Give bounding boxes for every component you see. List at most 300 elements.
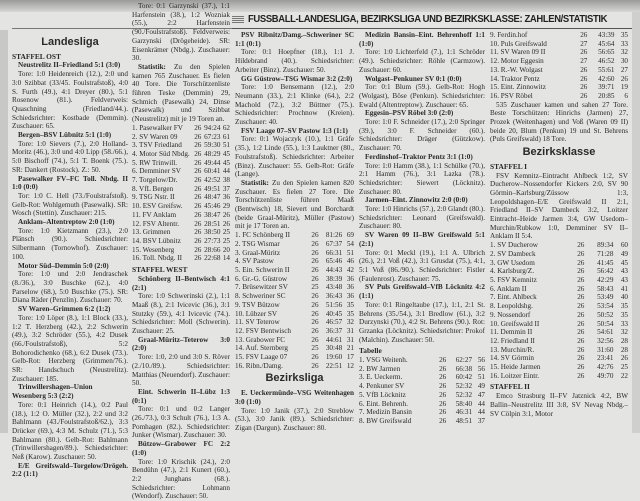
standings-table bbox=[235, 231, 354, 370]
match-heading: Pasewalker FV–FC Toll. Nbdg. II 1:0 (0:0) bbox=[12, 174, 128, 192]
statistik-label: Statistik: bbox=[241, 178, 269, 187]
paragraph bbox=[132, 63, 230, 124]
goals-cell: 81:26 bbox=[325, 231, 343, 240]
goals-cell: 43:39 bbox=[598, 31, 615, 39]
standings-table bbox=[132, 124, 230, 263]
paragraph: Tore: 0:1 Ringeltaube (17.), 1:1, 2:1 St. Behrens (35./54.), 3:1 Bredlow (61.), 3:2 Durzynski (70.), 4:2 St. Behrens (90.). Rot: Grzanka (Löcknitz). Schiedsrichter: Prokof (Malchin). Zuschauer: 50. bbox=[359, 300, 485, 344]
games-cell: 26 bbox=[311, 318, 319, 327]
points-cell: 35 bbox=[346, 300, 354, 309]
page-top-shadow bbox=[0, 0, 640, 12]
games-cell: 26 bbox=[580, 65, 588, 74]
points-cell: 35 bbox=[346, 309, 354, 318]
table-row bbox=[132, 185, 230, 194]
goals-cell: 65:46 bbox=[325, 257, 343, 266]
goals-cell: 46:52 bbox=[598, 57, 615, 66]
match-heading: Ferdinshof–Traktor Pentz 3:1 (1:0) bbox=[365, 152, 473, 161]
paragraph: Tore: 1:0 F. Schneider (17.), 2:0 Springer (39.), 3:0 F. Schneider (60.). Schiedsrichter: Dräger (Gützkow). Zuschauer: 70. bbox=[359, 118, 485, 153]
goals-cell: 28:66 bbox=[204, 245, 221, 254]
paragraph: Tore: 1:0 Sievers (7.), 2:0 Holland-Moritz (46.), 3:0 und 4:0 Lipp (58./66.), 5:0 Bischoff (74.), 5:1 T. Boenk (75.). SR: Dankert (Rostock). Z.: 50. bbox=[12, 139, 128, 174]
goals-cell: 22:51 bbox=[325, 361, 343, 370]
games-cell: 26 bbox=[311, 248, 319, 257]
match-heading: GG Güstrow–TSG Wismar 3:2 (2:0) bbox=[241, 74, 353, 83]
games-cell: 26 bbox=[194, 202, 202, 211]
points-cell: 31 bbox=[346, 335, 354, 344]
paragraph: Tore: 1:0 Hamm (38.), 1:1 Schülke (70.), 2:1 Hamm (76.), 3:1 Lazka (78.). Schiedsrichter: Siewert (Löcknitz). Zuschauer: 80. bbox=[359, 161, 485, 196]
team-cell: 11. FV Anklam bbox=[132, 210, 177, 219]
paragraph: Tor: 0:1 Blum (59.). Gelb-Rot: Hogh (Wolgast), Böse (Penkun). Schiedsrichter: Ewald (Altentreptow). Zuschauer: 65. bbox=[359, 83, 485, 109]
subheading: Tabelle bbox=[359, 346, 382, 356]
goals-cell: 40:45 bbox=[325, 309, 343, 318]
games-cell: 26 bbox=[194, 228, 202, 237]
goals-cell: 67:23 bbox=[204, 132, 221, 141]
team-cell: 9. TSV Bützow bbox=[235, 300, 280, 309]
team-cell: 8. VfL Bergen bbox=[132, 184, 174, 193]
team-cell: 16. Toll. Nbdg. II bbox=[132, 254, 183, 263]
table-row bbox=[235, 344, 354, 353]
goals-cell: 53:49 bbox=[597, 293, 614, 302]
games-cell: 26 bbox=[580, 31, 588, 39]
games-cell: 26 bbox=[311, 300, 319, 309]
table-row bbox=[235, 240, 354, 249]
team-cell: 8. BW Greifswald bbox=[359, 416, 412, 425]
table-row bbox=[359, 365, 485, 374]
games-cell: 26 bbox=[439, 382, 447, 391]
points-cell: 49 bbox=[477, 382, 485, 391]
games-cell: 26 bbox=[194, 236, 202, 245]
team-cell: 6. Eint. Behrenh. bbox=[359, 399, 408, 408]
team-cell: 11. SV Waren 09 II bbox=[490, 48, 546, 57]
games-cell: 26 bbox=[439, 408, 447, 417]
team-cell: 4. Penkuner SV bbox=[359, 382, 405, 391]
team-cell: 1. Pasewalker FV bbox=[132, 123, 183, 132]
games-cell: 26 bbox=[311, 309, 319, 318]
paragraph: Tore: 0:1 Hoepfner (18.), 1:1 J. Hildebrand (40.). Schiedsrichter: Arbeiter (Binz). Zuschauer: 50. bbox=[235, 48, 354, 74]
points-cell: 22 bbox=[620, 371, 628, 380]
team-cell: 6. Anklam II bbox=[490, 284, 527, 293]
column-3 bbox=[235, 31, 354, 433]
team-cell: 11. Demmin II bbox=[490, 328, 533, 337]
paragraph: Tore: 1:0 Heidenreich (12.), 2:0 und 3:0 Szibbat (33/45. Foulstrafstoß), 4:0 S. Furth (49.), 4:1 Dreyer (80.), 5:1 Rosenow (81.). Feldverweis: Quaschning (Friedland/44.). Schiedsrichter: Kostbade (Demmin). Zuschauer: 65. bbox=[12, 70, 128, 131]
team-cell: 9. Ferdin.hof bbox=[490, 31, 528, 39]
points-cell: 51 bbox=[346, 248, 354, 257]
points-cell: 49 bbox=[620, 249, 628, 258]
points-cell: 45 bbox=[222, 158, 230, 167]
games-cell: 26 bbox=[194, 132, 202, 141]
goals-cell: 49:44 bbox=[204, 158, 221, 167]
paragraph: Tore: 0:1 Heinrich (14.), 0:2 Paul (18.), 1:2 O. Müller (32.), 2:2 und 3:2 Bahlmann (43./Foulstrafstoß/62.), 3:3 Drücker (69.), 4:3 M. Schulz (71.), 5:3 Bahlmann (80.). Gelb-Rot: Bahlmann (Trinwillershagen/89.). Schiedsrichter: Neß (Karow). Zuschauer: 50. bbox=[12, 400, 128, 462]
points-cell: 37 bbox=[477, 416, 485, 425]
standings-table bbox=[490, 31, 628, 101]
points-cell: 12 bbox=[346, 361, 354, 370]
match-heading: Anklam–Altentreptow 2:0 (1:0) bbox=[18, 218, 115, 227]
match-heading: Eggesin–PSV Röbel 3:0 (2:0) bbox=[365, 109, 454, 118]
table-row bbox=[235, 362, 354, 371]
team-cell: 10. Greifswald II bbox=[490, 319, 540, 328]
table-row bbox=[359, 417, 485, 426]
points-cell: 44 bbox=[477, 408, 485, 417]
section-header bbox=[232, 12, 632, 29]
goals-cell: 50:54 bbox=[597, 319, 614, 328]
games-cell: 26 bbox=[194, 158, 202, 167]
goals-cell: 55:61 bbox=[598, 65, 615, 74]
goals-cell: 27:73 bbox=[204, 236, 221, 245]
games-cell: 26 bbox=[439, 390, 447, 399]
goals-cell: 71:28 bbox=[597, 249, 614, 258]
goals-cell: 49:51 bbox=[204, 184, 221, 193]
goals-cell: 36:37 bbox=[325, 326, 343, 335]
points-cell: 40 bbox=[620, 293, 628, 302]
table-row bbox=[132, 202, 230, 211]
subheading: STAFFEL I bbox=[490, 161, 528, 171]
points-cell: 43 bbox=[620, 267, 628, 276]
games-cell: 26 bbox=[577, 241, 585, 250]
table-row bbox=[235, 257, 354, 266]
points-cell: 33 bbox=[620, 39, 628, 48]
match-heading: Bergen–BSV Lübnitz 5:1 (1:0) bbox=[18, 131, 112, 140]
table-row bbox=[235, 249, 354, 258]
points-cell: 36 bbox=[346, 283, 354, 292]
goals-cell: 43:48 bbox=[325, 283, 343, 292]
subheading: STAFFEL II bbox=[490, 382, 530, 392]
column-1 bbox=[12, 34, 128, 479]
points-cell: 38 bbox=[222, 176, 230, 185]
team-cell: 11. SV Teterow bbox=[235, 318, 280, 327]
table-row bbox=[132, 211, 230, 220]
goals-cell: 67:37 bbox=[325, 239, 343, 248]
team-cell: 3. GW Usedom bbox=[490, 258, 535, 267]
table-row bbox=[490, 66, 628, 75]
table-row bbox=[490, 328, 628, 337]
points-cell: 35 bbox=[620, 310, 628, 319]
table-row bbox=[132, 220, 230, 229]
section-heading: Landesliga bbox=[41, 36, 99, 48]
team-cell: 10. Puls Greifswald bbox=[490, 39, 547, 48]
table-row bbox=[490, 31, 628, 40]
goals-cell: 52:32 bbox=[455, 390, 473, 399]
table-row bbox=[235, 310, 354, 319]
games-cell: 26 bbox=[311, 335, 319, 344]
table-row bbox=[490, 40, 628, 49]
points-cell: 44 bbox=[477, 399, 485, 408]
table-row bbox=[490, 241, 628, 250]
games-cell: 26 bbox=[311, 257, 319, 266]
team-cell: 1. VSG Weitenh. bbox=[359, 356, 408, 365]
goals-cell: 49:70 bbox=[597, 371, 614, 380]
team-cell: 7. Brüsewitzer SV bbox=[235, 283, 288, 292]
games-cell: 26 bbox=[194, 210, 202, 219]
goals-cell: 62:27 bbox=[455, 356, 473, 365]
table-row bbox=[235, 231, 354, 240]
points-cell: 62 bbox=[222, 123, 230, 132]
team-cell: 9. TSG Nstr. II bbox=[132, 193, 175, 202]
points-cell: 25 bbox=[222, 228, 230, 237]
table-row bbox=[132, 254, 230, 263]
goals-cell: 45:46 bbox=[204, 202, 221, 211]
team-cell: 10. ESV Greifsw. bbox=[132, 202, 183, 211]
team-cell: 12. Friedland II bbox=[490, 336, 535, 345]
points-cell: 47 bbox=[477, 390, 485, 399]
table-row bbox=[359, 373, 485, 382]
table-row bbox=[132, 159, 230, 168]
team-cell: 3. TSV Friedland bbox=[132, 141, 182, 150]
points-cell: 26 bbox=[620, 74, 628, 83]
team-cell: 13. Grabower FC bbox=[235, 335, 286, 344]
games-cell: 26 bbox=[439, 356, 447, 365]
team-cell: 7. Torgelow/Dr. bbox=[132, 176, 178, 185]
games-cell: 26 bbox=[577, 354, 585, 363]
games-cell: 26 bbox=[439, 364, 447, 373]
column-2 bbox=[132, 2, 230, 501]
table-row bbox=[490, 57, 628, 66]
statistik-text: Zu den Spielen kamen 765 Zuschauer. Es fielen 40 Tore. Die Torschützenliste führen Teske (Demmin) 29, Schmich (Pasewalk) 24, Dinse (Pasewalk) und Szibbat (Neustrelitz) mit je 19 Toren an. bbox=[132, 62, 230, 124]
paragraph: FSV Kemnitz–Eintracht Ahlbeck 1:2, SV Ducherow–Nossendorfer Kickers 2:0, SV 90 Görmin–Karlsburg/Züssow 1:3, Leopoldshagen–E/E Greifswald II 2:1, Friedland II–SV Dambeck 3:2, Loitzer Eintracht–Heide Jarmen 3:4, GW Usedom–Murchin/Rubkow 1:0, Demminer SV II–Anklam II 5:4. bbox=[490, 171, 628, 241]
goals-cell: 56:42 bbox=[597, 267, 614, 276]
goals-cell: 20:85 bbox=[598, 91, 615, 100]
goals-cell: 48:51 bbox=[455, 416, 473, 425]
team-cell: 15. Wesenberg bbox=[132, 245, 175, 254]
table-row bbox=[490, 363, 628, 372]
points-cell: 35 bbox=[620, 302, 628, 311]
goals-cell: 22:68 bbox=[204, 254, 221, 263]
points-cell: 28 bbox=[620, 336, 628, 345]
games-cell: 26 bbox=[577, 293, 585, 302]
goals-cell: 54:61 bbox=[597, 328, 614, 337]
match-heading: E. Ueckermünde–VSG Weitenhagen 3:0 (1:0) bbox=[235, 389, 354, 406]
header-bars-decoration bbox=[232, 16, 244, 24]
paragraph: Tore: 1:0, 2:0 und 3:0 S. Röver (2./10./89.). Schiedsrichter: Matthias (Neuendorf). Zuschauer: 50. bbox=[132, 353, 230, 388]
team-cell: 15. FSV Laage 07 bbox=[235, 353, 288, 362]
goals-cell: 38:39 bbox=[325, 274, 343, 283]
goals-cell: 48:47 bbox=[204, 193, 221, 202]
points-cell: 36 bbox=[346, 274, 354, 283]
match-heading: FSV Laage 07–SV Pastow 1:3 (1:1) bbox=[241, 126, 348, 135]
games-cell: 26 bbox=[577, 258, 585, 267]
games-cell: 26 bbox=[580, 74, 588, 83]
points-cell: 32 bbox=[620, 328, 628, 337]
team-cell: 4. Motor Süd Nbdg. bbox=[132, 149, 190, 158]
table-row bbox=[235, 266, 354, 275]
paragraph: Tore: 0:1 Wojaczyk (10.), 1:1 Gräfe (35.), 1:2 Linde (55.), 1:3 Lauktner (80., Foulstrafstoß). Schiedsrichter: Arbeiter (Binz). Zuschauer: 55. Gelb-Rot: Gräfe (Lange). bbox=[235, 135, 354, 179]
goals-cell: 45:64 bbox=[598, 39, 615, 48]
table-row bbox=[359, 391, 485, 400]
match-heading: Graal-Müritz–Teterow 3:0 (2:0) bbox=[132, 335, 230, 353]
goals-cell: 46:57 bbox=[325, 318, 343, 327]
points-cell: 54 bbox=[346, 239, 354, 248]
team-cell: 16. PSV Röbel bbox=[490, 91, 533, 100]
table-row bbox=[235, 275, 354, 284]
table-row bbox=[490, 276, 628, 285]
team-cell: 5. RW Trinwill. bbox=[132, 158, 178, 167]
goals-cell: 52:32 bbox=[455, 382, 473, 391]
goals-cell: 48:29 bbox=[204, 149, 221, 158]
games-cell: 26 bbox=[577, 345, 585, 354]
points-cell: 36 bbox=[346, 292, 354, 301]
match-heading: SV Puls Greifswald–VfB Löcknitz 4:2 (1:1) bbox=[359, 283, 485, 301]
match-heading: Trinwillershagen–Union Wesenberg 5:3 (2:2) bbox=[12, 383, 93, 401]
table-row bbox=[490, 75, 628, 84]
points-cell: 33 bbox=[620, 319, 628, 328]
column-4 bbox=[359, 31, 485, 426]
games-cell: 26 bbox=[439, 373, 447, 382]
goals-cell: 50:52 bbox=[597, 310, 614, 319]
table-row bbox=[490, 92, 628, 101]
table-row bbox=[490, 250, 628, 259]
goals-cell: 56:65 bbox=[598, 48, 615, 57]
team-cell: 6. Demminer SV bbox=[132, 167, 181, 176]
left-margin bbox=[0, 30, 8, 433]
table-row bbox=[490, 346, 628, 355]
team-cell: 2. TSG Wismar bbox=[235, 239, 280, 248]
section-heading: Bezirksliga bbox=[265, 372, 324, 385]
points-cell: 26 bbox=[222, 210, 230, 219]
goals-cell: 23:41 bbox=[597, 354, 614, 363]
team-cell: 5. FSV Kemnitz bbox=[490, 275, 537, 284]
goals-cell: 66:38 bbox=[455, 364, 473, 373]
team-cell: 5. Ein. Schwerin II bbox=[235, 265, 290, 274]
games-cell: 26 bbox=[580, 83, 588, 92]
goals-cell: 38:47 bbox=[204, 210, 221, 219]
table-row bbox=[132, 228, 230, 237]
goals-cell: 46:31 bbox=[455, 408, 473, 417]
match-heading: Schönberg II–Bentwisch 4:1 (2:1) bbox=[132, 274, 230, 292]
team-cell: 13. Murchin/R. bbox=[490, 345, 535, 354]
points-cell: 56 bbox=[477, 356, 485, 365]
points-cell: 25 bbox=[620, 363, 628, 372]
team-cell: 14. BSV Lübnitz bbox=[132, 236, 181, 245]
goals-cell: 53:54 bbox=[597, 302, 614, 311]
games-cell: 26 bbox=[439, 399, 447, 408]
table-row bbox=[132, 237, 230, 246]
paragraph: Tore: 1:0 Krischik (24.), 2:0 Bendühn (47.), 2:1 Kunert (60.), 2:2 Junghans (68.). Schiedsrichter: Lohmann (Wendorf). Zuschauer: 50. bbox=[132, 457, 230, 501]
goals-cell: 41:45 bbox=[597, 258, 614, 267]
table-row bbox=[490, 354, 628, 363]
games-cell: 26 bbox=[194, 176, 202, 185]
standings-table bbox=[490, 241, 628, 380]
goals-cell: 58:43 bbox=[597, 284, 614, 293]
match-heading: Jarmen–Eint. Zinnowitz 2:0 (0:0) bbox=[365, 196, 468, 205]
games-cell: 26 bbox=[194, 167, 202, 176]
goals-cell: 42:52 bbox=[204, 176, 221, 185]
table-row bbox=[359, 356, 485, 365]
table-row bbox=[132, 141, 230, 150]
table-row bbox=[132, 133, 230, 142]
goals-cell: 44:61 bbox=[325, 335, 343, 344]
table-row bbox=[235, 301, 354, 310]
points-cell: 19 bbox=[620, 83, 628, 92]
table-row bbox=[235, 292, 354, 301]
points-cell: 36 bbox=[222, 193, 230, 202]
points-cell: 37 bbox=[222, 184, 230, 193]
goals-cell: 42:60 bbox=[598, 74, 615, 83]
points-cell: 69 bbox=[346, 231, 354, 240]
goals-cell: 51:56 bbox=[325, 300, 343, 309]
team-cell: 14. Traktor Pentz bbox=[490, 74, 540, 83]
team-cell: 7. Eint. Ahlbeck bbox=[490, 293, 537, 302]
goals-cell: 42:76 bbox=[597, 363, 614, 372]
paragraph: Tore: 1:0 Hinrichs (57.), 2:0 Glandt (80.). Schiedsrichter: Leonard (Greifswald). Zuschauer: 80. bbox=[359, 205, 485, 231]
section-heading: Bezirksklasse bbox=[522, 146, 596, 159]
games-cell: 26 bbox=[577, 267, 585, 276]
match-heading: Medizin Bansin–Eint. Behrenhoff 1:1 (1:0) bbox=[359, 31, 485, 48]
games-cell: 26 bbox=[577, 319, 585, 328]
team-cell: 8. Leopoldshg. bbox=[490, 302, 533, 311]
match-heading: Bützow–Grabower FC 2:2 (1:0) bbox=[132, 440, 230, 457]
team-cell: 4. SV Pastow bbox=[235, 257, 274, 266]
games-cell: 26 bbox=[311, 274, 319, 283]
points-cell: 25 bbox=[222, 236, 230, 245]
points-cell: 42 bbox=[346, 265, 354, 274]
match-heading: E/E Greifswald–Torgelow/Drögeh. 2:2 (1:1) bbox=[12, 461, 128, 479]
points-cell: 27 bbox=[620, 65, 628, 74]
table-row bbox=[490, 267, 628, 276]
games-cell: 26 bbox=[194, 149, 202, 158]
points-cell: 35 bbox=[620, 31, 628, 39]
games-cell: 26 bbox=[194, 123, 202, 132]
goals-cell: 94:24 bbox=[204, 123, 221, 132]
games-cell: 26 bbox=[577, 328, 585, 337]
team-cell: 14. SV Görmin bbox=[490, 354, 534, 363]
paragraph: Tore: 1:0 Lichterfeld (7.), 1:1 Schröder (49.). Schiedsrichter: Röhle (Carmzow). Zuschauer: 60. bbox=[359, 48, 485, 74]
team-cell: 3. Graal-Müritz bbox=[235, 248, 281, 257]
goals-cell: 60:42 bbox=[455, 373, 473, 382]
team-cell: 2. SV Waren 09 bbox=[132, 132, 178, 141]
goals-cell: 19:60 bbox=[325, 353, 343, 362]
paragraph: Tore: 1:0 Bensemann (12.), 2:0 Neumann (33.), 2:1 Klinke (64.), 2:2 Machold (72.), 3:2 Büttner (75.). Schiedsrichter: Prochnow (Kreien). Zuschauer: 40. bbox=[235, 83, 354, 127]
games-cell: 26 bbox=[439, 416, 447, 425]
goals-cell: 58:40 bbox=[455, 399, 473, 408]
team-cell: 1. SV Ducherow bbox=[490, 241, 538, 250]
goals-cell: 36:43 bbox=[325, 292, 343, 301]
goals-cell: 39:71 bbox=[598, 83, 615, 92]
points-cell: 32 bbox=[620, 48, 628, 57]
match-heading: Motor Süd–Demmin 5:0 (2:0) bbox=[18, 261, 109, 270]
games-cell: 26 bbox=[194, 184, 202, 193]
team-cell: 2. SV Dambeck bbox=[490, 249, 536, 258]
table-row bbox=[132, 124, 230, 133]
next-page-edge bbox=[632, 12, 640, 433]
match-heading: SV Waren 09 II–BW Greifswald 5:1 (2:1) bbox=[359, 231, 485, 248]
table-row bbox=[359, 400, 485, 409]
games-cell: 26 bbox=[580, 91, 588, 100]
team-cell: 12. Motor Eggesin bbox=[490, 57, 544, 66]
team-cell: 3. E. Ueckerm. bbox=[359, 373, 403, 382]
statistik-label: Statistik: bbox=[138, 62, 166, 71]
table-row bbox=[490, 337, 628, 346]
goals-cell: 32:56 bbox=[597, 336, 614, 345]
games-cell: 26 bbox=[194, 141, 202, 150]
match-heading: PSV Ribnitz/Damg.–Schweriner SC 1:1 (0:1) bbox=[235, 31, 354, 48]
team-cell: 13. Grimmen bbox=[132, 228, 171, 237]
table-row bbox=[490, 311, 628, 320]
team-cell: 7. Medizin Bansin bbox=[359, 408, 412, 417]
games-cell: 26 bbox=[311, 353, 319, 362]
paragraph: Tore: 1:0 Löper (8.), 1:1 Block (33.), 1:2 T. Herzberg (42.), 2:2 Schwerin (49.), 3:2 Schröder (55.), 4:2 Dusek (66./Foulstrafstoß), 5:2 Bohorodichenko (68.), 6:2 Dusek (73.). Gelb-Rot: Herzberg (Grimmen/76.). SR: Handschuch (Neustrelitz). Zuschauer: 185. bbox=[12, 313, 128, 383]
goals-cell: 59:30 bbox=[204, 141, 221, 150]
goals-cell: 44:43 bbox=[325, 265, 343, 274]
paragraph: Tore: 1:0 Janik (37.), 2:0 Streblow (53.), 3:0 Janik (89.). Schiedsrichter: Zigan (Dargun). Zuschauer: 80. bbox=[235, 406, 354, 432]
table-row bbox=[235, 318, 354, 327]
goals-cell: 28:51 bbox=[204, 219, 221, 228]
paragraph: Tore: 1:0 Schwerinski (2.), 1:1 Maaß (8.), 2:1 Ivicevic (36.), 3:1 Stutzky (59.), 4:1 Ivicevic (74.). Schiedsrichter: Moll (Schwerin). Zuschauer: 25. bbox=[132, 292, 230, 336]
team-cell: 6. Gr.-G. Güstrow bbox=[235, 274, 288, 283]
team-cell: 4. Karlsburg/Z. bbox=[490, 267, 534, 276]
points-cell: 60 bbox=[620, 241, 628, 250]
goals-cell: 30:48 bbox=[325, 344, 343, 353]
table-row bbox=[235, 327, 354, 336]
paragraph: Tore: 0:1 und 0:2 Langer (26./73.), 0:3 Schult (76.), 1:3 A. Pomhagen (82.). Schiedsrichter: Junker (Wismar). Zuschauer: 30. bbox=[132, 405, 230, 440]
paragraph: Tore: 0:1 Garzynski (37.), 1:1 Harfenstein (38.), 1:2 Wozniak (55.), 2:2 Harfenstein (90./Foulstrafstoß). Feldverweis: Garzynski (Drögeheide). SR: Eisenkrämer (Nbdg.). Zuschauer: 30. bbox=[132, 2, 230, 63]
points-cell: 32 bbox=[346, 318, 354, 327]
